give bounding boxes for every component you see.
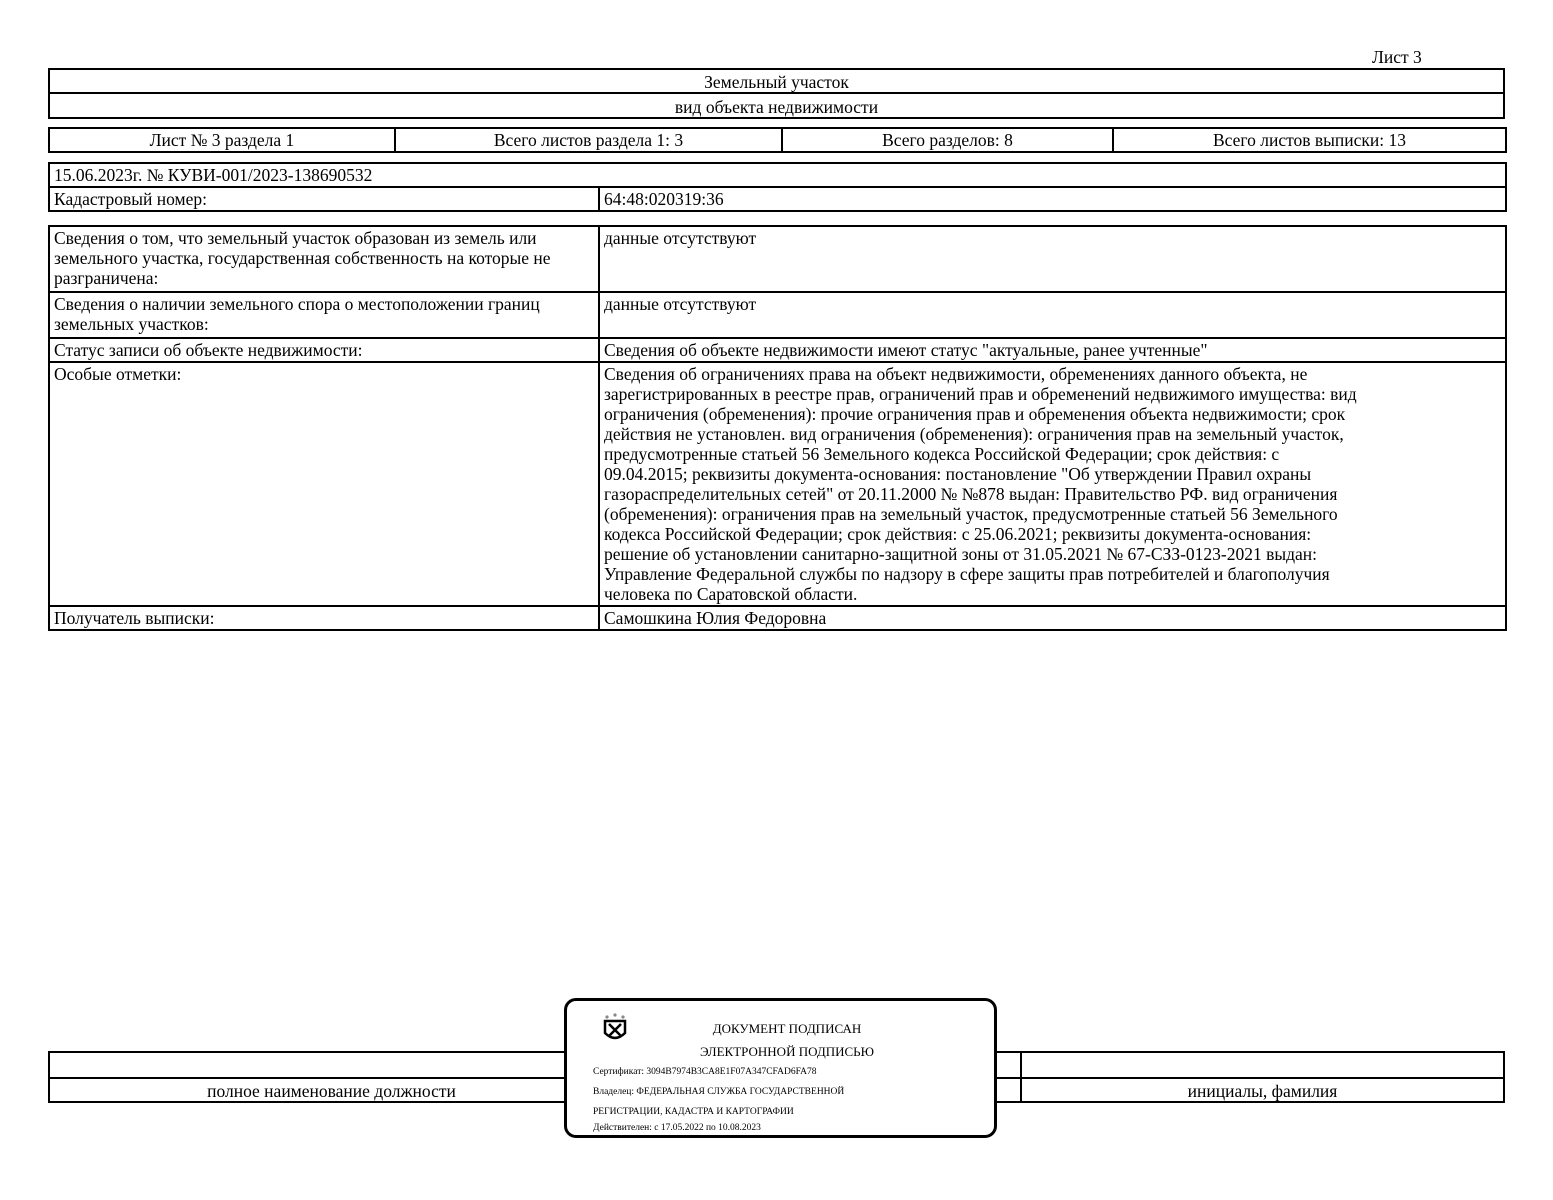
sheet-of-section: Лист № 3 раздела 1 <box>49 128 395 152</box>
stamp-owner-2: РЕГИСТРАЦИИ, КАДАСТРА И КАРТОГРАФИИ <box>593 1107 794 1117</box>
notes-line: 09.04.2015; реквизиты документа-основания: постановление "Об утверждении Правил охраны <box>604 464 1312 484</box>
object-kind-caption: вид объекта недвижимости <box>674 97 879 117</box>
table-row <box>49 338 1506 362</box>
special-notes-value <box>599 362 1506 606</box>
record-date-number: 15.06.2023г. № КУВИ-001/2023-138690532 <box>49 163 1506 187</box>
notes-line: кодекса Российской Федерации; срок действия: с 25.06.2021; реквизиты документа-основания: <box>604 524 1312 544</box>
sheet-info-table <box>48 127 1507 153</box>
name-caption: инициалы, фамилия <box>1187 1081 1338 1101</box>
notes-line: предусмотренные статьей 56 Земельного кодекса Российской Федерации; срок действия: с <box>604 444 1280 464</box>
notes-line: решение об установлении санитарно-защитной зоны от 31.05.2021 № 67-СЗЗ-0123-2021 выдан: <box>604 544 1318 564</box>
cadastral-value: 64:48:020319:36 <box>599 187 1506 211</box>
row-label: Получатель выписки: <box>49 606 599 630</box>
notes-line: ограничения (обременения): прочие ограничения прав и обременения объекта недвижимости; срок <box>604 404 1346 424</box>
row-label: Сведения о том, что земельный участок образован из земель или земельного участка, государственная собственность на которые не разграничена: <box>49 226 599 292</box>
row-label: Сведения о наличии земельного спора о местоположении границ земельных участков: <box>49 292 599 338</box>
row-value: Сведения об объекте недвижимости имеют статус "актуальные, ранее учтенные" <box>599 338 1506 362</box>
row-value: Самошкина Юлия Федоровна <box>599 606 1506 630</box>
position-caption: полное наименование должности <box>207 1081 456 1101</box>
table-row <box>49 226 1506 292</box>
object-header <box>48 68 1505 119</box>
stamp-valid: Действителен: с 17.05.2022 по 10.08.2023 <box>593 1123 761 1133</box>
row-value: данные отсутствуют <box>599 226 1506 292</box>
details-table <box>48 225 1507 631</box>
notes-line: человека по Саратовской области. <box>604 584 858 604</box>
object-type: Земельный участок <box>704 72 849 92</box>
row-value: данные отсутствуют <box>599 292 1506 338</box>
notes-line: Сведения об ограничениях права на объект недвижимости, обременениях данного объекта, не <box>604 364 1308 384</box>
stamp-line-2: ЭЛЕКТРОННОЙ ПОДПИСЬЮ <box>700 1044 874 1059</box>
total-sheets-extract: Всего листов выписки: 13 <box>1113 128 1506 152</box>
sheet-label: Лист 3 <box>1372 47 1422 67</box>
record-table <box>48 162 1507 212</box>
row-label: Особые отметки: <box>49 362 599 606</box>
table-row <box>49 606 1506 630</box>
total-sheets-section: Всего листов раздела 1: 3 <box>395 128 782 152</box>
row-label: Статус записи об объекте недвижимости: <box>49 338 599 362</box>
coat-of-arms-icon <box>597 1011 633 1047</box>
notes-line: Управление Федеральной службы по надзору в сфере защиты прав потребителей и благополучия <box>604 564 1330 584</box>
notes-line: зарегистрированных в реестре прав, ограничений прав и обременений недвижимого имущества: вид <box>604 384 1357 404</box>
e-signature-stamp <box>564 998 997 1138</box>
cadastral-label: Кадастровый номер: <box>49 187 599 211</box>
stamp-certificate: Сертификат: 3094B7974B3CA8E1F07A347CFAD6FA78 <box>593 1067 817 1077</box>
table-row <box>49 292 1506 338</box>
stamp-line-1: ДОКУМЕНТ ПОДПИСАН <box>712 1021 862 1036</box>
total-sections: Всего разделов: 8 <box>782 128 1113 152</box>
notes-line: действия не установлен. вид ограничения (обременения): ограничения прав на земельный участок, <box>604 424 1344 444</box>
stamp-owner-1: Владелец: ФЕДЕРАЛЬНАЯ СЛУЖБА ГОСУДАРСТВЕННОЙ <box>593 1087 845 1097</box>
notes-line: газораспределительных сетей" от 20.11.2000 № №878 выдан: Правительство РФ. вид ограничения <box>604 484 1338 504</box>
table-row <box>49 362 1506 606</box>
notes-line: (обременения): ограничения прав на земельный участок, предусмотренные статьей 56 Земельного <box>604 504 1338 524</box>
